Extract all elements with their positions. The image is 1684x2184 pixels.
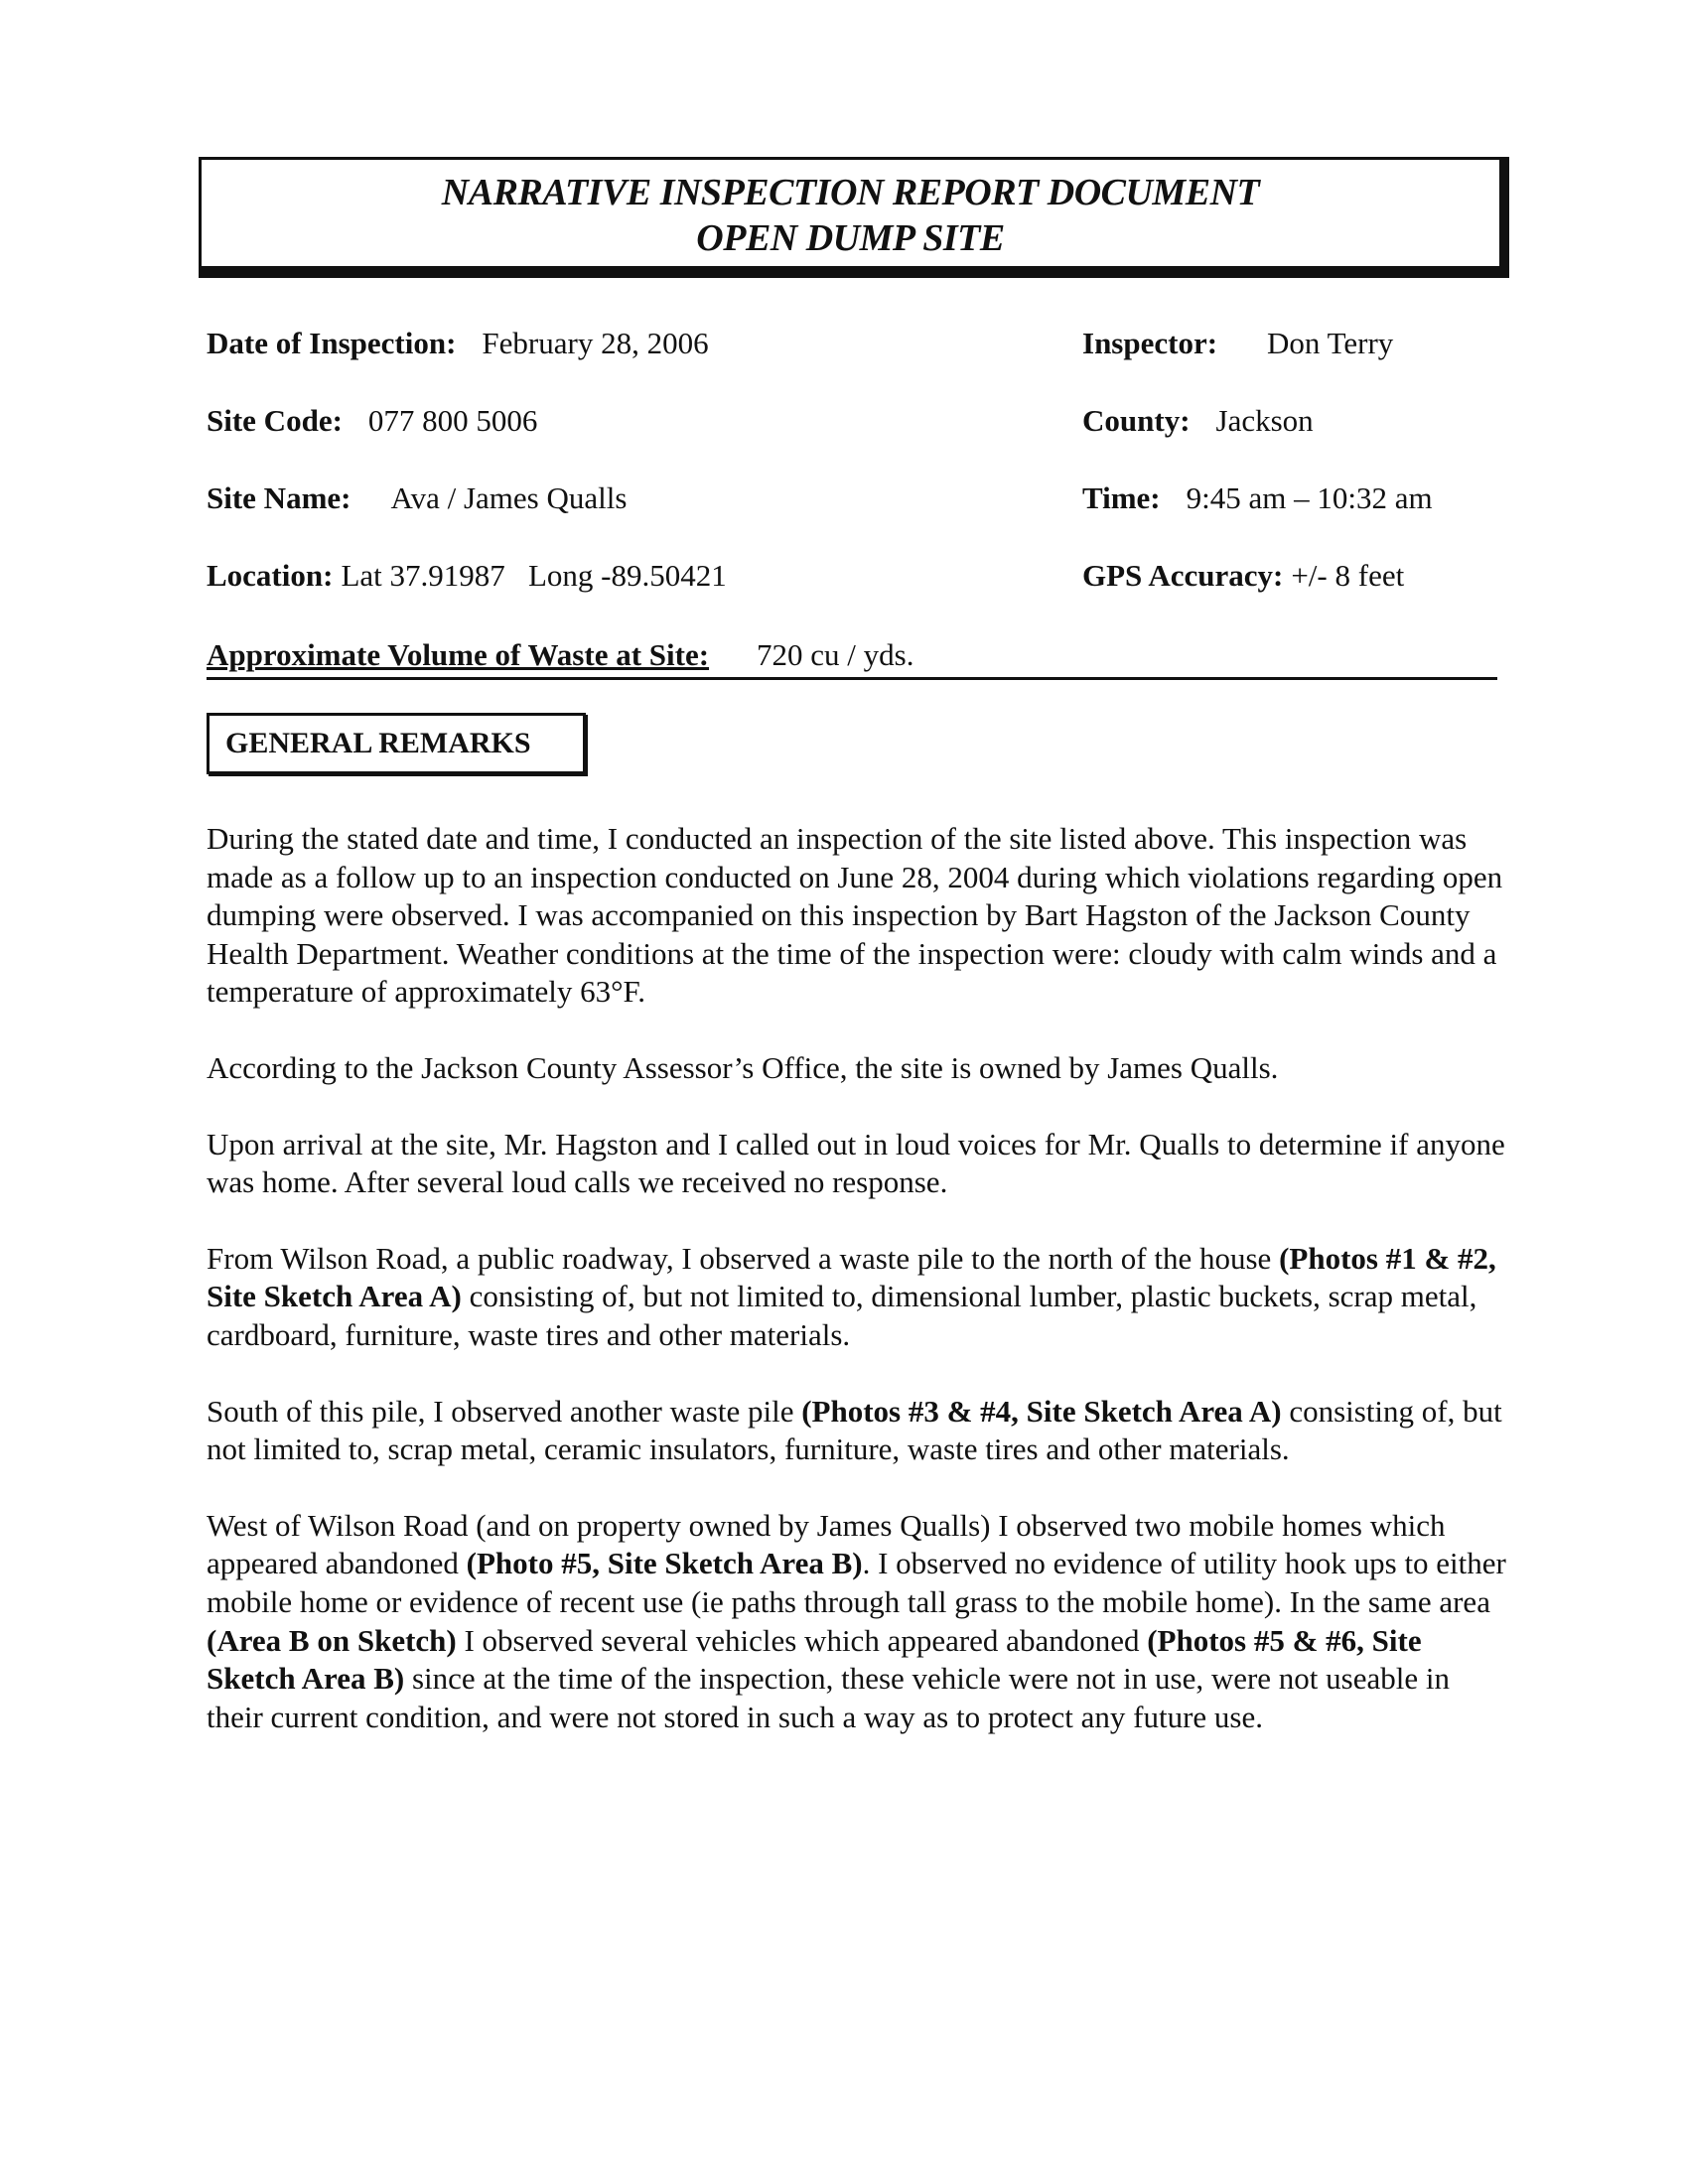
gps-label: GPS Accuracy: [1082,558,1284,593]
volume-label: Approximate Volume of Waste at Site: [207,637,710,672]
report-title: NARRATIVE INSPECTION REPORT DOCUMENT [441,172,1260,213]
time-label: Time: [1082,480,1161,515]
site-name-value: Ava / James Qualls [390,480,628,515]
waste-volume-field [207,635,1497,680]
general-remarks-heading: GENERAL REMARKS [207,713,586,774]
gps-value: +/- 8 feet [1291,558,1405,593]
photo-reference: (Photos #1 & #2, Site Sketch Area A) [207,1240,1496,1314]
remarks-paragraph-5: South of this pile, I observed another waste pile (Photos #3 & #4, Site Sketch Area A) consisting of, but not limited to, scrap metal, ceramic insulators, furniture, waste tires and other materials. [207,1393,1502,1467]
county-field [1082,401,1314,441]
date-label: Date of Inspection: [207,326,457,360]
time-value: 9:45 am – 10:32 am [1186,480,1433,515]
sketch-reference: (Area B on Sketch) [207,1622,457,1658]
site-name-label: Site Name: [207,480,351,515]
site-code-value: 077 800 5006 [367,403,538,438]
inspector-value: Don Terry [1267,326,1394,360]
location-value: Lat 37.91987 Long -89.50421 [341,558,727,593]
location-label: Location: [207,558,334,593]
site-name-field [207,478,627,518]
date-value: February 28, 2006 [482,326,709,360]
time-field [1082,478,1433,518]
site-code-field [207,401,537,441]
remarks-paragraph-2: According to the Jackson County Assessor’s Office, the site is owned by James Qualls. [207,1049,1279,1085]
inspector-label: Inspector: [1082,326,1218,360]
photo-reference: (Photos #3 & #4, Site Sketch Area A) [801,1393,1282,1429]
site-code-label: Site Code: [207,403,343,438]
report-title-box [199,157,1509,278]
county-label: County: [1082,403,1191,438]
report-subtitle: OPEN DUMP SITE [696,217,1005,259]
gps-accuracy-field [1082,556,1404,596]
remarks-paragraph-3: Upon arrival at the site, Mr. Hagston and I called out in loud voices for Mr. Qualls to determine if anyone was home. After several loud calls we received no response. [207,1126,1505,1200]
location-field [207,556,727,596]
inspector-field [1082,324,1393,363]
remarks-body [207,820,1509,1774]
photo-reference: (Photo #5, Site Sketch Area B) [466,1546,863,1581]
date-of-inspection-field [207,324,709,363]
remarks-paragraph-1: During the stated date and time, I conducted an inspection of the site listed above. This inspection was made as a follow up to an inspection conducted on June 28, 2004 during which violations regarding open dumping were observed. I was accompanied on this inspection by Bart Hagston of the Jackson County Health Department. Weather conditions at the time of the inspection were: cloudy with calm winds and a temperature of approximately 63°F. [207,821,1503,1010]
remarks-paragraph-4: From Wilson Road, a public roadway, I observed a waste pile to the north of the house (Photos #1 & #2, Site Sketch Area A) consisting of, but not limited to, dimensional lumber, plastic buckets, scrap metal, cardboard, furniture, waste tires and other materials. [207,1240,1496,1352]
volume-value: 720 cu / yds. [757,637,914,672]
county-value: Jackson [1215,403,1314,438]
remarks-paragraph-6: West of Wilson Road (and on property owned by James Qualls) I observed two mobile homes which appeared abandoned (Photo #5, Site Sketch Area B). I observed no evidence of utility hook ups to either mobile home or evidence of recent use (ie paths through tall grass to the mobile home). In the same area (Area B on Sketch) I observed several vehicles which appeared abandoned (Photos #5 & #6, Site Sketch Area B) since at the time of the inspection, these vehicle were not in use, were not useable in their current condition, and were not stored in such a way as to protect any future use. [207,1507,1506,1734]
photo-reference: (Photos #5 & #6, Site Sketch Area B) [207,1622,1422,1697]
